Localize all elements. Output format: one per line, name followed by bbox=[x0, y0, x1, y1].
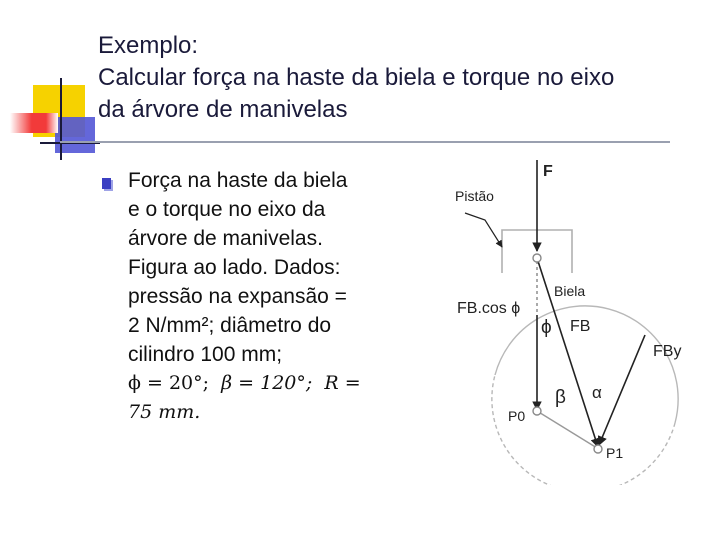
crank-diagram bbox=[440, 155, 720, 485]
label-p0: P0 bbox=[508, 408, 526, 424]
title-line: Exemplo: bbox=[98, 32, 199, 59]
slide-decoration bbox=[0, 0, 100, 170]
title-line: Calcular força na haste da biela e torque no eixo bbox=[98, 64, 615, 91]
label-fby: FBy bbox=[653, 343, 682, 360]
statement-line: 2 N/mm²; diâmetro do bbox=[128, 314, 332, 337]
radius-value-line bbox=[128, 398, 398, 427]
label-force-f: F bbox=[543, 163, 553, 180]
title-divider bbox=[60, 141, 670, 143]
red-bar bbox=[10, 113, 58, 133]
given-values-line bbox=[128, 369, 398, 398]
piston-leader bbox=[465, 213, 502, 247]
statement-line: Figura ao lado. Dados: bbox=[128, 256, 341, 279]
label-piston: Pistão bbox=[455, 188, 494, 204]
given-r: R = bbox=[324, 372, 361, 394]
label-p1: P1 bbox=[606, 445, 624, 461]
statement-line: e o torque no eixo da bbox=[128, 198, 326, 221]
statement-line: árvore de manivelas. bbox=[128, 227, 323, 250]
label-alpha: α bbox=[592, 383, 602, 402]
problem-statement bbox=[128, 166, 398, 427]
label-phi: ϕ bbox=[541, 317, 552, 338]
label-fb: FB bbox=[570, 318, 591, 335]
bullet-icon bbox=[102, 178, 111, 189]
statement-line: Força na haste da biela bbox=[128, 169, 348, 192]
label-fbcos: FB.cos ϕ bbox=[457, 300, 521, 317]
label-rod: Biela bbox=[554, 283, 586, 299]
crank-pin bbox=[594, 445, 602, 453]
crank-center-pin bbox=[533, 407, 541, 415]
statement-line: cilindro 100 mm; bbox=[128, 343, 283, 366]
piston-pin bbox=[533, 254, 541, 262]
given-phi: ϕ = 20°; bbox=[128, 372, 210, 394]
slide-title bbox=[98, 30, 708, 126]
vertical-line bbox=[60, 78, 62, 160]
fby-arrow bbox=[599, 335, 645, 445]
title-line: da árvore de manivelas bbox=[98, 96, 348, 123]
radius-value: 75 mm. bbox=[128, 401, 201, 423]
label-beta: β bbox=[555, 387, 566, 408]
given-beta: β = 120°; bbox=[221, 372, 313, 394]
statement-line: pressão na expansão = bbox=[128, 285, 347, 308]
